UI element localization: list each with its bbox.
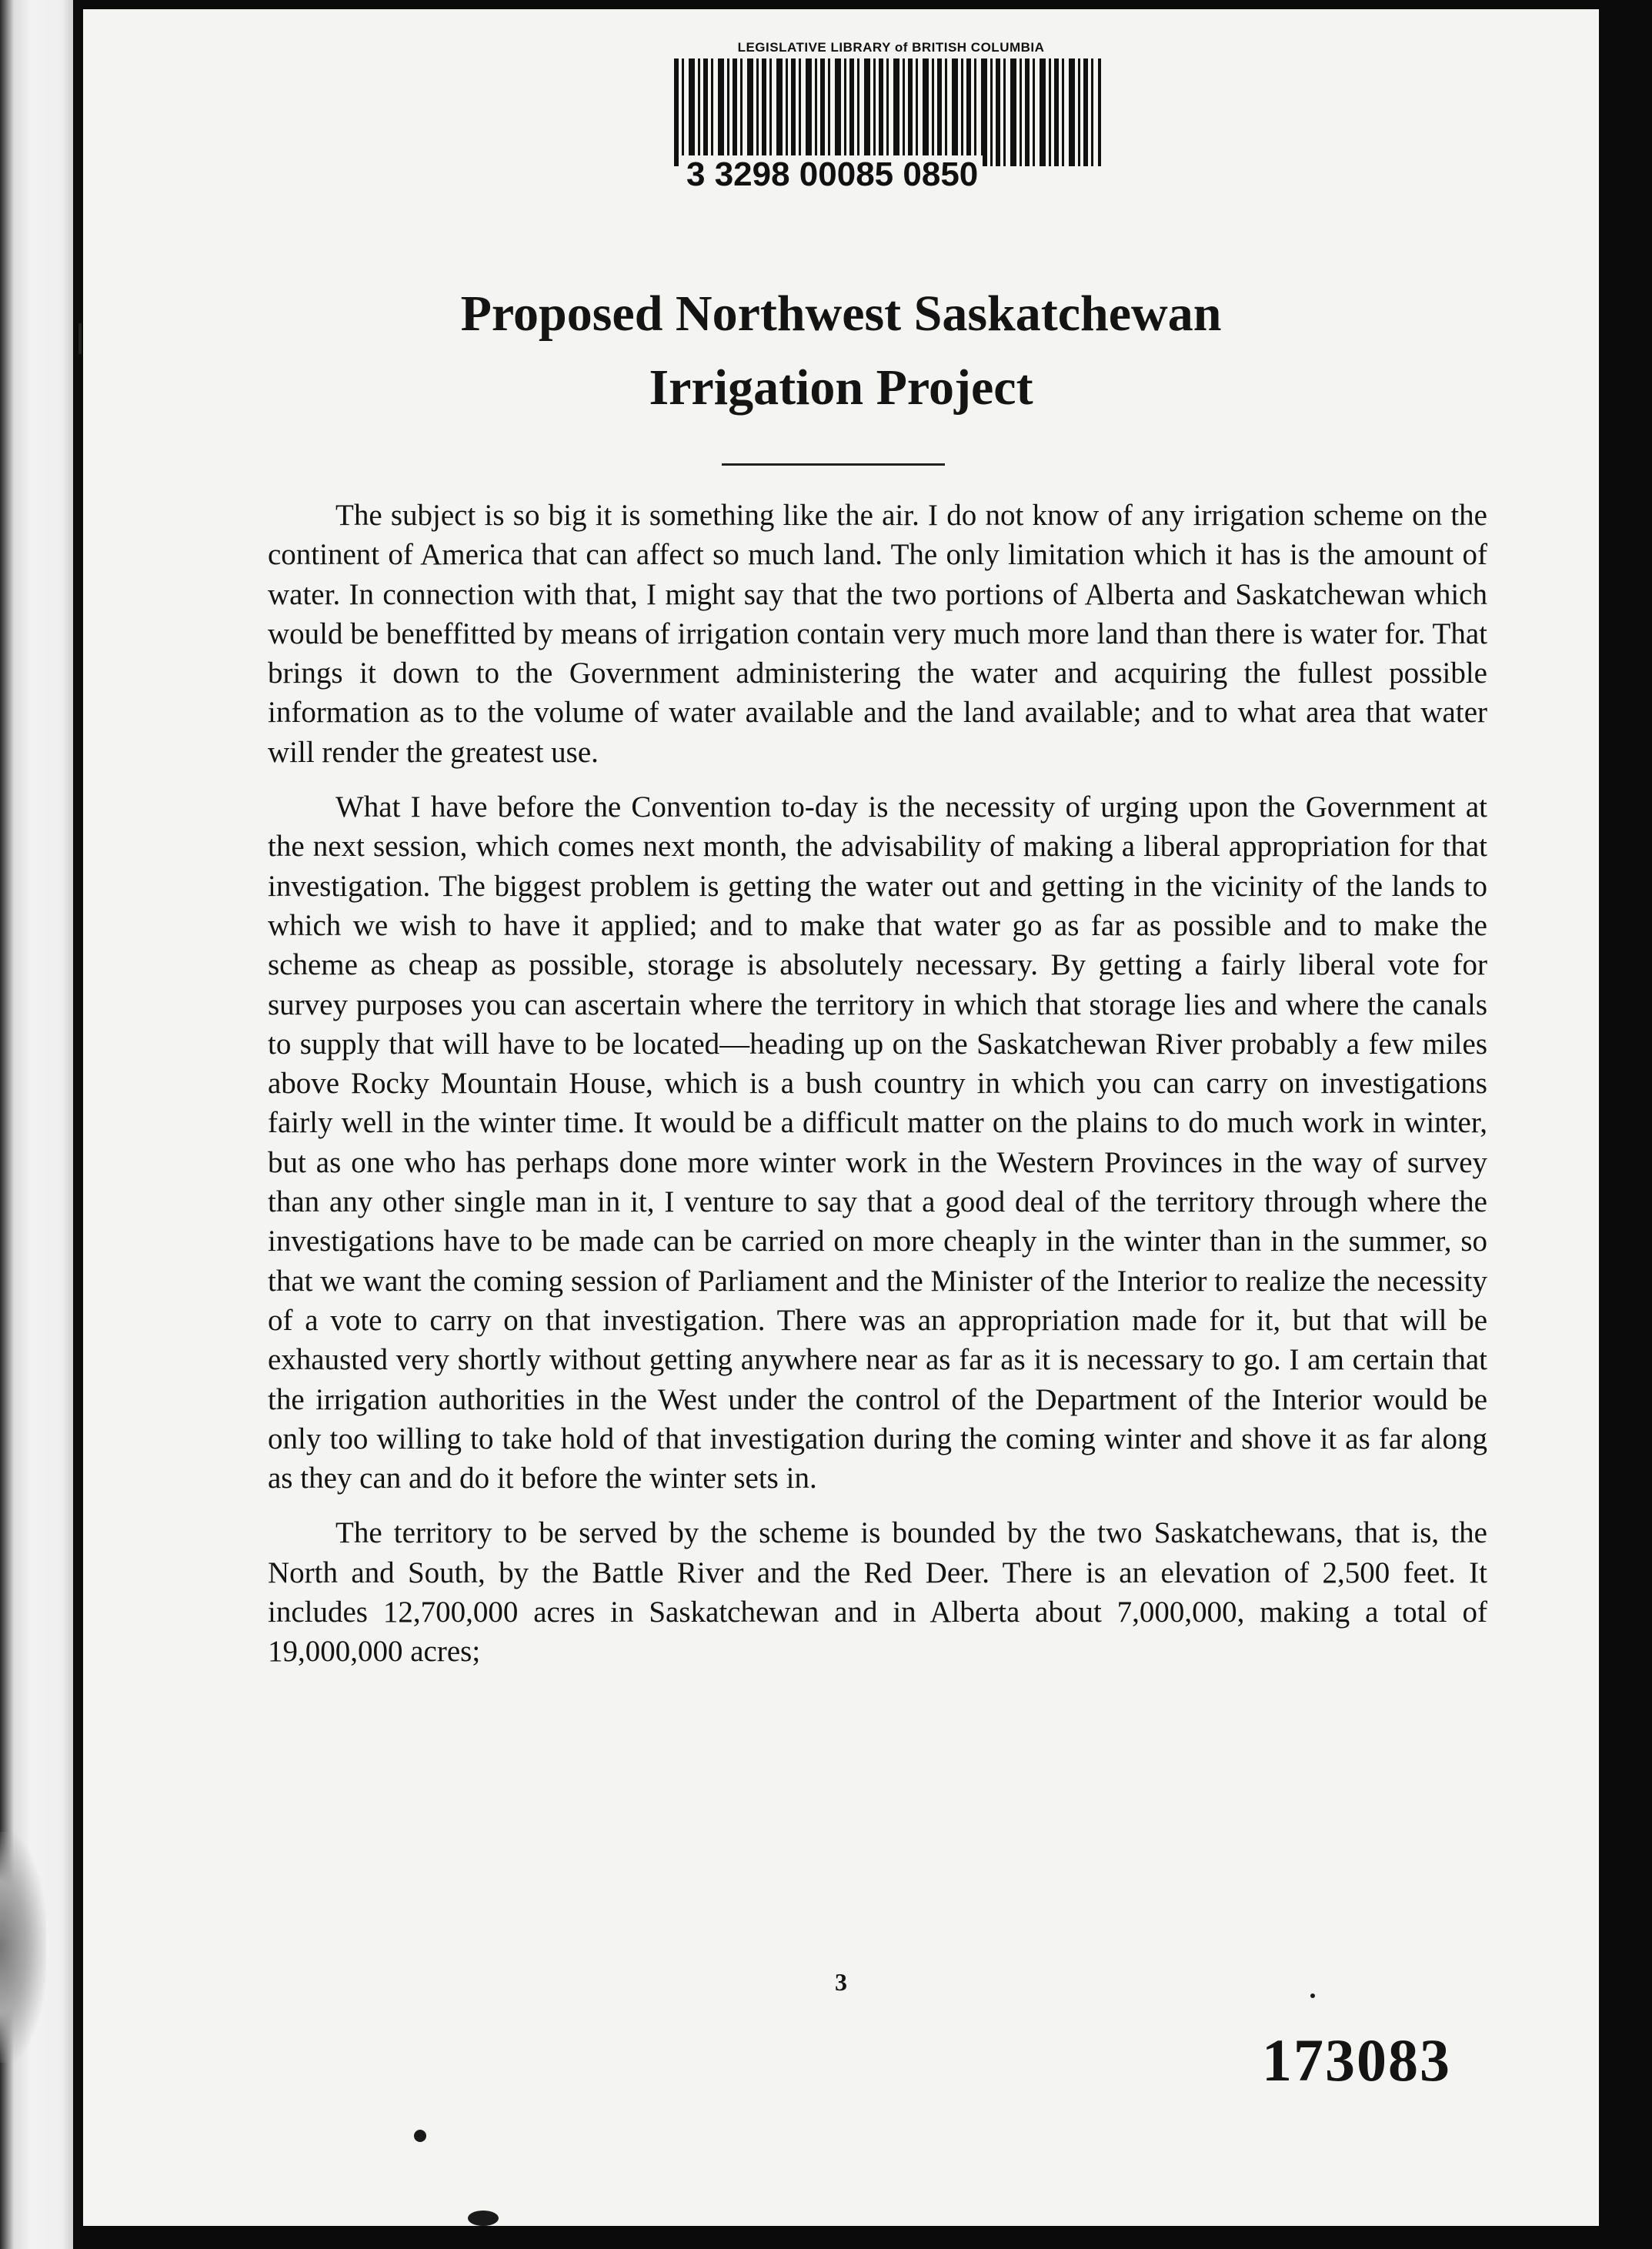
body-text: [268, 496, 1487, 1687]
barcode-header: LEGISLATIVE LIBRARY of BRITISH COLUMBIA: [737, 40, 1045, 55]
margin-mark: [78, 323, 82, 354]
title-line-1: Proposed Northwest Saskatchewan: [460, 286, 1222, 342]
title-divider: [722, 463, 945, 466]
ink-dot: [414, 2130, 426, 2142]
barcode-number: 3 3298 00085 0850: [682, 155, 983, 194]
barcode-bars: [674, 58, 1101, 166]
ink-dot: [1310, 1993, 1315, 1998]
scan-smudge: [0, 1832, 46, 2063]
paragraph: The territory to be served by the scheme is bounded by the two Saskatchewans, that is, the North and South, by the Battle River and the Red Deer. There is an elevation of 2,500 feet. It includes 12,700,000 acres in Saskatchewan and in Alberta about 7,000,000, making a total of 19,000,000 acres;: [268, 1516, 1487, 1669]
accession-number: 173083: [1262, 2027, 1451, 2094]
page-title: [83, 277, 1599, 425]
paragraph: What I have before the Convention to-day is the necessity of urging upon the Government at the next session, which comes next month, the advisability of making a liberal appropriation for that investigation. The biggest problem is getting the water out and getting in the vicinity of the lands to which we wish to have it applied; and to make that water go as far as possible and to make the scheme as cheap as possible, storage is absolutely necessary. By getting a fairly liberal vote for survey purposes you can ascertain where the territory in which that storage lies and where the canals to supply that will have to be located—heading up on the Saskatchewan River probably a few miles above Rocky Mountain House, which is a bush country in which you can carry on investigations fairly well in the winter time. It would be a difficult matter on the plains to do much work in winter, but as one who has perhaps done more winter work in the Western Provinces in the way of survey than any other single man in it, I venture to say that a good deal of the territory through where the investigations have to be made can be carried on more cheaply in the winter than in the summer, so that we want the coming session of Parliament and the Minister of the Interior to realize the necessity of a vote to carry on that investigation. There was an appropriation made for it, but that will be exhausted very shortly without getting anywhere near as far as it is necessary to go. I am certain that the irrigation authorities in the West under the control of the Department of the Interior would be only too willing to take hold of that investigation during the coming winter and shove it as far along as they can and do it before the winter sets in.: [268, 790, 1487, 1495]
document-page: [83, 9, 1599, 2226]
paragraph: The subject is so big it is something like the air. I do not know of any irrigation scheme on the continent of America that can affect so much land. The only limitation which it has is the amount of water. In connection with that, I might say that the two portions of Alberta and Saskatchewan which would be beneffitted by means of irrigation contain very much more land than there is water for. That brings it down to the Government administering the water and acquiring the fullest possible information as to the volume of water available and the land available; and to what area that water will render the greatest use.: [268, 499, 1487, 769]
page-number: 3: [835, 1968, 847, 1996]
ink-blot: [468, 2211, 499, 2226]
library-barcode: [668, 40, 1114, 198]
title-line-2: Irrigation Project: [649, 359, 1033, 416]
adjacent-page-edge: [0, 0, 73, 2249]
